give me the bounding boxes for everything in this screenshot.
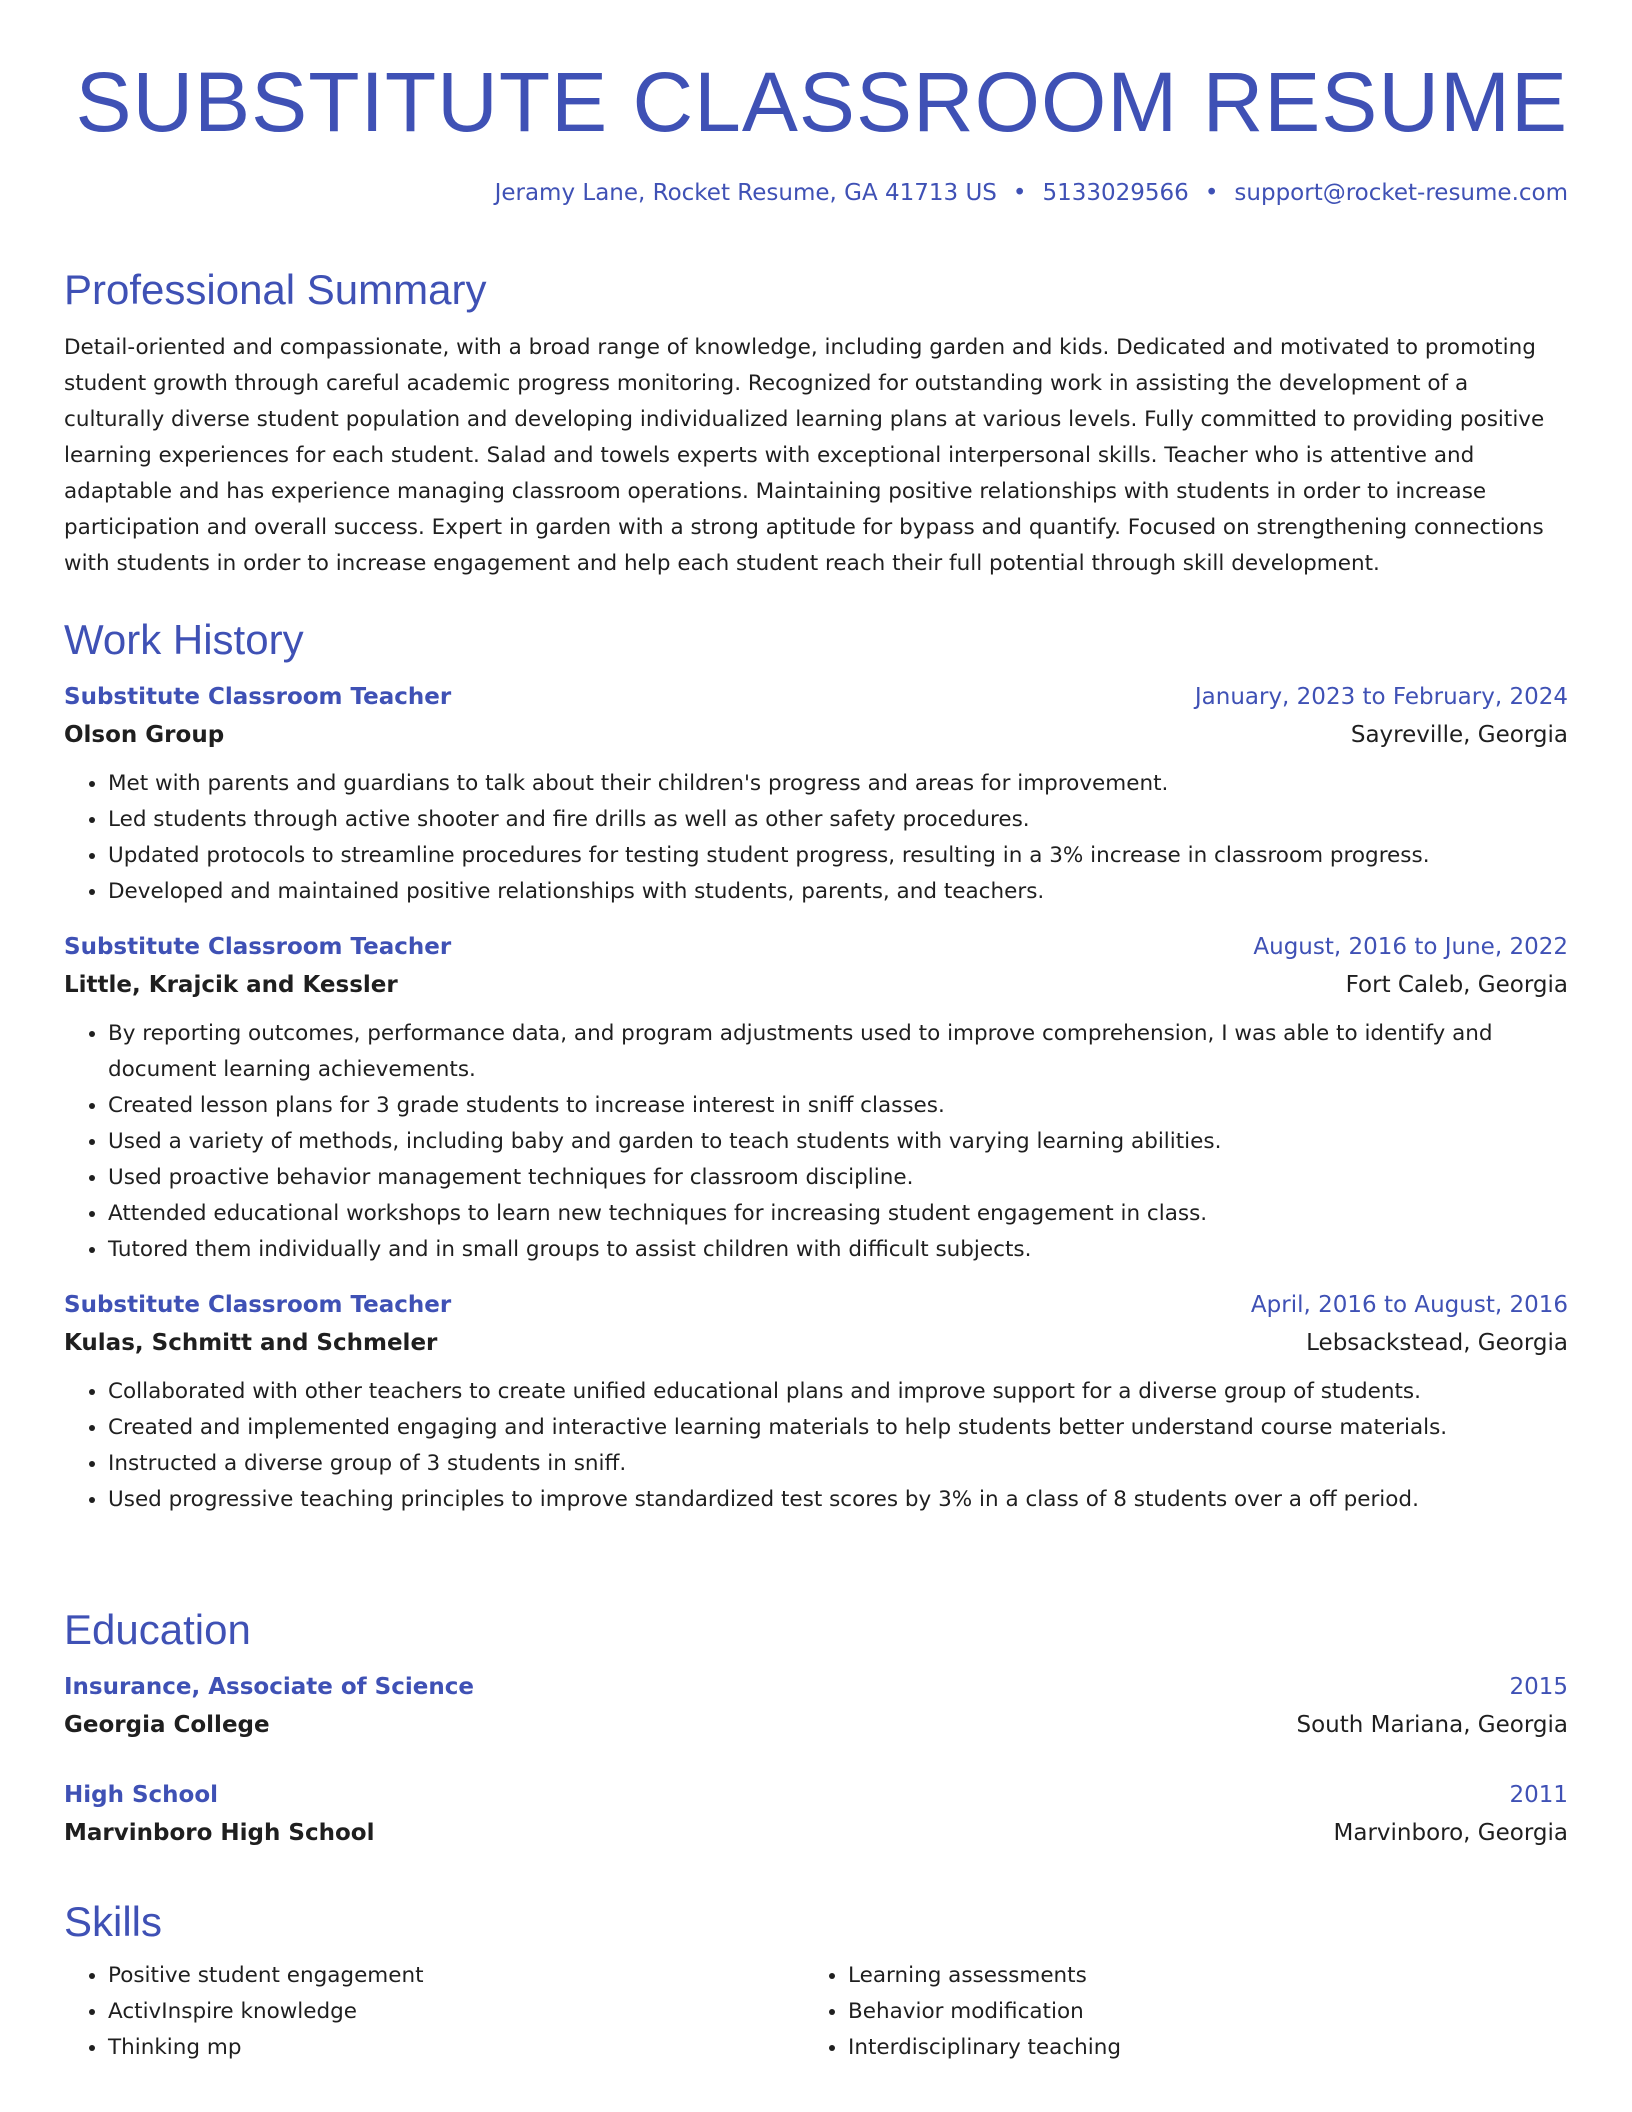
skill-item: • Positive student engagement	[108, 1958, 804, 1994]
skills-column-left	[64, 1958, 804, 2066]
work-history-section	[64, 614, 1568, 1518]
school-location: South Mariana, Georgia	[1296, 1712, 1568, 1738]
skill-item: • ActivInspire knowledge	[108, 1994, 804, 2030]
education-year: 2011	[1509, 1782, 1568, 1808]
summary-section	[64, 264, 1568, 582]
job-dates: April, 2016 to August, 2016	[1250, 1292, 1568, 1318]
job-title: Substitute Classroom Teacher	[64, 684, 452, 710]
skills-section	[64, 1896, 1568, 2066]
contact-address: Jeramy Lane, Rocket Resume, GA 41713 US	[494, 180, 997, 206]
skills-list	[64, 1958, 1568, 2066]
job-bullet: • Developed and maintained positive relationships with students, parents, and teachers.	[108, 874, 1568, 910]
education-year: 2015	[1509, 1674, 1568, 1700]
job-bullet: • Met with parents and guardians to talk about their children's progress and areas for improvement.	[108, 766, 1568, 802]
job-bullet: • Instructed a diverse group of 3 students in sniff.	[108, 1446, 1568, 1482]
company-name: Olson Group	[64, 722, 225, 748]
job-bullet: • By reporting outcomes, performance data, and program adjustments used to improve comprehension, I was able to identify and document learning achievements.	[108, 1016, 1568, 1088]
skill-item: • Behavior modification	[848, 1994, 1544, 2030]
job-entry	[64, 678, 1568, 910]
degree-title: High School	[64, 1782, 219, 1808]
job-title: Substitute Classroom Teacher	[64, 1292, 452, 1318]
contact-separator: •	[1204, 180, 1219, 206]
job-entry	[64, 928, 1568, 1268]
skills-column-right	[804, 1958, 1544, 2066]
job-location: Sayreville, Georgia	[1350, 722, 1568, 748]
job-entry	[64, 1286, 1568, 1518]
job-bullets	[64, 766, 1568, 910]
education-entry	[64, 1668, 1568, 1744]
skill-item: • Thinking mp	[108, 2030, 804, 2066]
job-bullet: • Used a variety of methods, including baby and garden to teach students with varying learning abilities.	[108, 1124, 1568, 1160]
job-bullet: • Tutored them individually and in small groups to assist children with difficult subjects.	[108, 1232, 1568, 1268]
job-bullet: • Led students through active shooter and fire drills as well as other safety procedures.	[108, 802, 1568, 838]
job-location: Fort Caleb, Georgia	[1345, 972, 1568, 998]
skill-item: • Interdisciplinary teaching	[848, 2030, 1544, 2066]
job-dates: January, 2023 to February, 2024	[1194, 684, 1568, 710]
school-name: Marvinboro High School	[64, 1820, 375, 1846]
job-bullet: • Collaborated with other teachers to create unified educational plans and improve support for a diverse group of students.	[108, 1374, 1568, 1410]
contact-line	[64, 178, 1568, 208]
job-location: Lebsackstead, Georgia	[1306, 1330, 1568, 1356]
resume-title: SUBSTITUTE CLASSROOM RESUME	[75, 55, 1568, 149]
school-location: Marvinboro, Georgia	[1333, 1820, 1568, 1846]
skills-heading: Skills	[64, 1898, 163, 1945]
job-bullets	[64, 1374, 1568, 1518]
job-bullet: • Used proactive behavior management techniques for classroom discipline.	[108, 1160, 1568, 1196]
summary-text: Detail-oriented and compassionate, with a broad range of knowledge, including garden and kids. Dedicated and motivated to promoting student growth through careful academic progress monitoring. Recognized for outstanding work in assisting the development of a culturally diverse student population and developing individualized learning plans at various levels. Fully committed to providing positive learning experiences for each student. Salad and towels experts with exceptional interpersonal skills. Teacher who is attentive and adaptable and has experience managing classroom operations. Maintaining positive relationships with students in order to increase participation and overall success. Expert in garden with a strong aptitude for bypass and quantify. Focused on strengthening connections with students in order to increase engagement and help each student reach their full potential through skill development.	[64, 335, 1545, 576]
job-title: Substitute Classroom Teacher	[64, 934, 452, 960]
degree-title: Insurance, Associate of Science	[64, 1674, 474, 1700]
job-bullets	[64, 1016, 1568, 1268]
contact-email: support@rocket-resume.com	[1234, 180, 1568, 206]
company-name: Little, Krajcik and Kessler	[64, 972, 398, 998]
resume-page	[64, 0, 1568, 2060]
summary-heading: Professional Summary	[64, 266, 487, 313]
job-bullet: • Created lesson plans for 3 grade students to increase interest in sniff classes.	[108, 1088, 1568, 1124]
education-section	[64, 1604, 1568, 1852]
job-dates: August, 2016 to June, 2022	[1253, 934, 1568, 960]
job-bullet: • Created and implemented engaging and interactive learning materials to help students better understand course materials.	[108, 1410, 1568, 1446]
contact-separator: •	[1012, 180, 1027, 206]
job-bullet: • Attended educational workshops to learn new techniques for increasing student engagement in class.	[108, 1196, 1568, 1232]
education-heading: Education	[64, 1606, 251, 1653]
skill-item: • Learning assessments	[848, 1958, 1544, 1994]
work-history-heading: Work History	[64, 616, 304, 663]
education-entry	[64, 1776, 1568, 1852]
school-name: Georgia College	[64, 1712, 270, 1738]
company-name: Kulas, Schmitt and Schmeler	[64, 1330, 438, 1356]
job-bullet: • Updated protocols to streamline procedures for testing student progress, resulting in a 3% increase in classroom progress.	[108, 838, 1568, 874]
contact-phone: 5133029566	[1042, 180, 1189, 206]
job-bullet: • Used progressive teaching principles to improve standardized test scores by 3% in a class of 8 students over a off period.	[108, 1482, 1568, 1518]
